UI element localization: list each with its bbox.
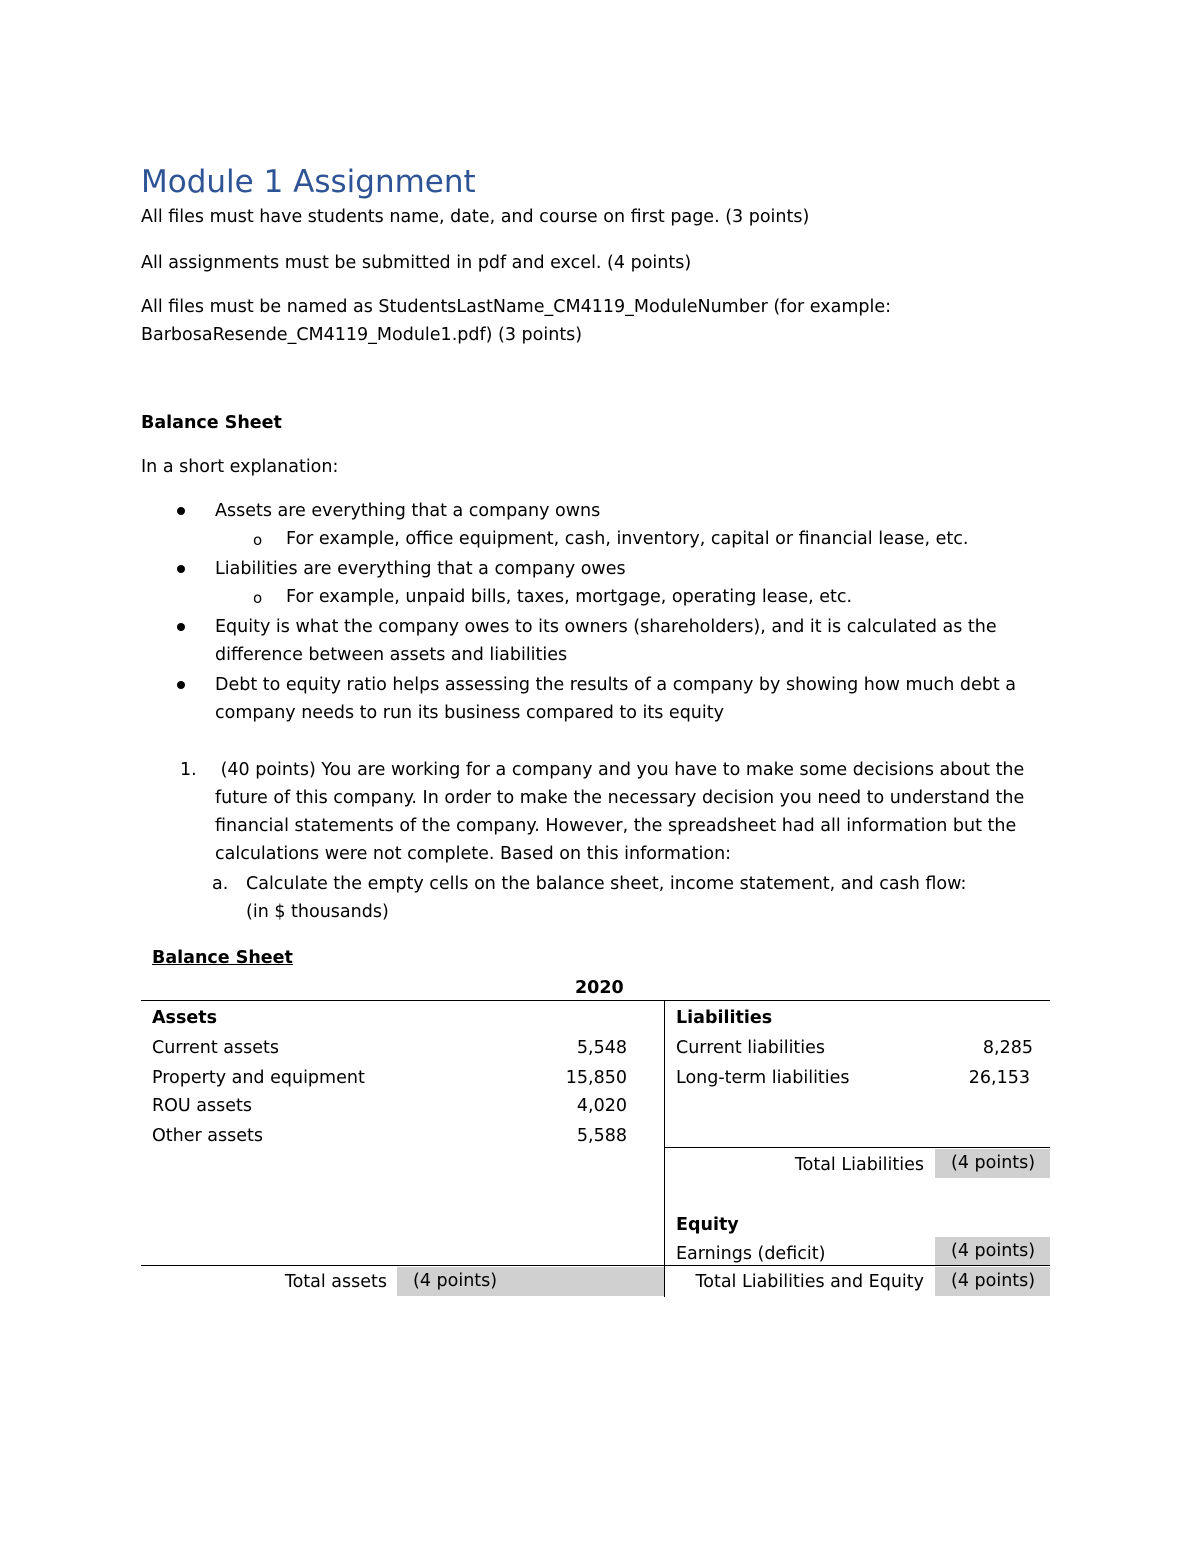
- asset-value: 4,020: [576, 1096, 627, 1116]
- table-center-divider: [664, 1000, 665, 1297]
- total-assets-value: (4 points): [397, 1267, 664, 1296]
- asset-value: 5,548: [576, 1038, 627, 1058]
- liabilities-total-rule: [665, 1147, 1050, 1148]
- table-bottom-rule: [141, 1265, 1050, 1266]
- liability-label: Long-term liabilities: [676, 1068, 850, 1088]
- sub-bullet-assets-example: For example, office equipment, cash, inventory, capital or financial lease, etc.: [286, 529, 969, 549]
- liabilities-header: Liabilities: [676, 1008, 773, 1028]
- requirement-format: All assignments must be submitted in pdf and excel. (4 points): [141, 253, 692, 273]
- earnings-value: (4 points): [935, 1237, 1050, 1265]
- bullet-debt-ratio: Debt to equity ratio helps assessing the results of a company by showing how much debt a: [215, 675, 1017, 695]
- question-line: calculations were not complete. Based on this information:: [215, 844, 732, 864]
- total-liabilities-equity-label: Total Liabilities and Equity: [695, 1272, 924, 1292]
- bullet-equity-cont: difference between assets and liabilities: [215, 645, 568, 665]
- page-title: Module 1 Assignment: [141, 164, 476, 200]
- liability-value: 26,153: [968, 1068, 1030, 1088]
- bullet-debt-ratio-cont: company needs to run its business compared to its equity: [215, 703, 724, 723]
- asset-value: 15,850: [565, 1068, 627, 1088]
- asset-label: Property and equipment: [152, 1068, 365, 1088]
- bullet-dot: [177, 681, 185, 689]
- bullet-assets: Assets are everything that a company owns: [215, 501, 601, 521]
- asset-label: Other assets: [152, 1126, 263, 1146]
- table-top-rule: [141, 1000, 1050, 1001]
- bullet-equity: Equity is what the company owes to its owners (shareholders), and it is calculated as the: [215, 617, 997, 637]
- question-part-line: Calculate the empty cells on the balance sheet, income statement, and cash flow:: [246, 874, 967, 894]
- question-part-marker: a.: [212, 874, 229, 894]
- total-assets-label: Total assets: [284, 1272, 387, 1292]
- assets-header: Assets: [152, 1008, 218, 1028]
- question-part-line: (in $ thousands): [246, 902, 389, 922]
- asset-label: ROU assets: [152, 1096, 253, 1116]
- intro-text: In a short explanation:: [141, 457, 339, 477]
- total-liabilities-value: (4 points): [935, 1149, 1050, 1178]
- sub-bullet-marker: o: [253, 589, 263, 607]
- equity-header: Equity: [676, 1215, 739, 1235]
- requirement-filename-cont: BarbosaResende_CM4119_Module1.pdf) (3 points): [141, 325, 583, 345]
- question-number: 1.: [180, 760, 197, 780]
- asset-label: Current assets: [152, 1038, 279, 1058]
- requirement-filename: All files must be named as StudentsLastName_CM4119_ModuleNumber (for example:: [141, 297, 892, 317]
- question-line: (40 points) You are working for a company and you have to make some decisions about the: [215, 760, 1025, 780]
- requirement-names: All files must have students name, date, and course on first page. (3 points): [141, 207, 810, 227]
- section-heading: Balance Sheet: [141, 413, 282, 433]
- asset-value: 5,588: [576, 1126, 627, 1146]
- question-line: financial statements of the company. However, the spreadsheet had all information but the: [215, 816, 1017, 836]
- sub-bullet-liabilities-example: For example, unpaid bills, taxes, mortgage, operating lease, etc.: [286, 587, 853, 607]
- total-liabilities-equity-value: (4 points): [935, 1267, 1050, 1296]
- earnings-label: Earnings (deficit): [676, 1244, 826, 1264]
- balance-sheet-title: Balance Sheet: [152, 948, 293, 968]
- sub-bullet-marker: o: [253, 531, 263, 549]
- balance-sheet-year: 2020: [575, 978, 624, 998]
- liability-label: Current liabilities: [676, 1038, 826, 1058]
- bullet-dot: [177, 565, 185, 573]
- bullet-liabilities: Liabilities are everything that a company owes: [215, 559, 626, 579]
- total-liabilities-label: Total Liabilities: [794, 1155, 924, 1175]
- bullet-dot: [177, 507, 185, 515]
- question-line: future of this company. In order to make the necessary decision you need to understand the: [215, 788, 1025, 808]
- liability-value: 8,285: [982, 1038, 1033, 1058]
- bullet-dot: [177, 623, 185, 631]
